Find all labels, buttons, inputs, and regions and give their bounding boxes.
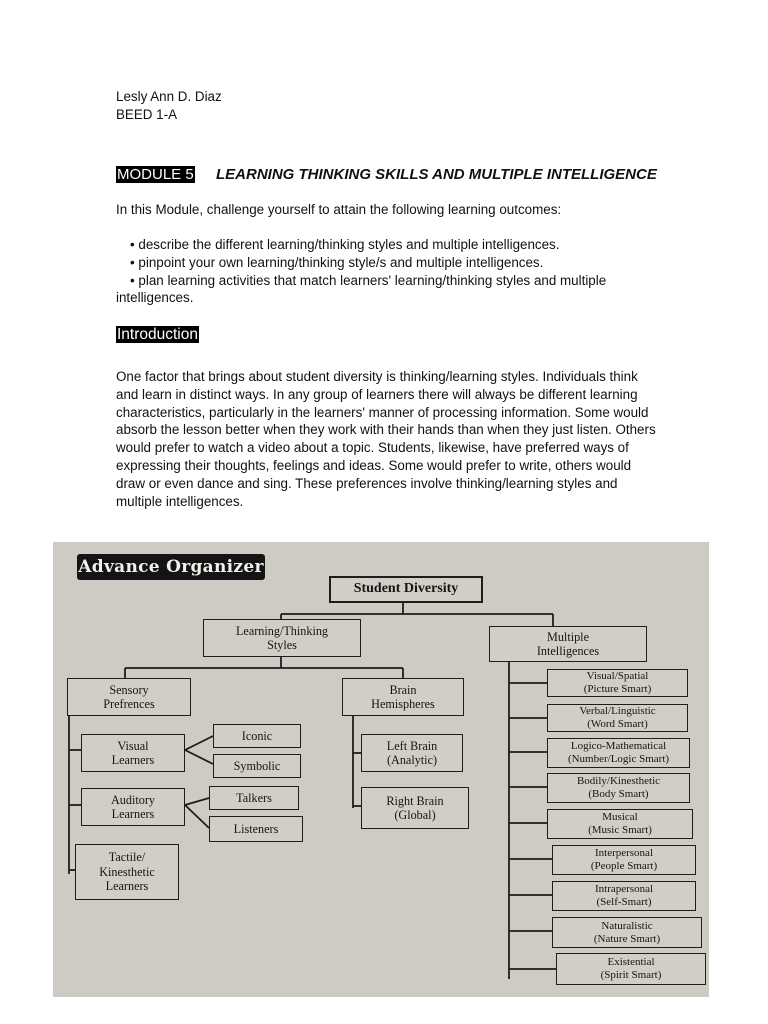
node-intelligence: Interpersonal (People Smart) <box>552 845 696 875</box>
outcome-item: • pinpoint your own learning/thinking style/s and multiple intelligences. <box>130 254 544 270</box>
node-talkers: Talkers <box>209 786 299 810</box>
node-learning-thinking-styles: Learning/Thinking Styles <box>203 619 361 657</box>
node-student-diversity: Student Diversity <box>329 576 483 603</box>
advance-organizer-banner: Advance Organizer <box>77 554 265 580</box>
course-label: BEED 1-A <box>116 107 178 122</box>
node-multiple-intelligences: Multiple Intelligences <box>489 626 647 662</box>
node-intelligence: Bodily/Kinesthetic (Body Smart) <box>547 773 690 803</box>
node-symbolic: Symbolic <box>213 754 301 778</box>
node-visual-learners: Visual Learners <box>81 734 185 772</box>
outcome-item: • plan learning activities that match learners' learning/thinking styles and multiple intelligences. <box>116 272 607 306</box>
node-intelligence: Naturalistic (Nature Smart) <box>552 917 702 948</box>
module-label-text: MODULE 5 <box>117 166 194 183</box>
outcomes-intro: In this Module, challenge yourself to attain the following learning outcomes: <box>116 202 562 217</box>
introduction-heading <box>116 326 199 344</box>
node-brain-hemispheres: Brain Hemispheres <box>342 678 464 716</box>
node-intelligence: Logico-Mathematical (Number/Logic Smart) <box>547 738 690 768</box>
outcome-item: • describe the different learning/thinking styles and multiple intelligences. <box>130 237 560 252</box>
node-right-brain: Right Brain (Global) <box>361 787 469 829</box>
node-intelligence: Visual/Spatial (Picture Smart) <box>547 669 688 697</box>
module-label <box>116 166 195 184</box>
introduction-heading-text: Introduction <box>117 326 198 343</box>
node-intelligence: Intrapersonal (Self-Smart) <box>552 881 696 911</box>
node-left-brain: Left Brain (Analytic) <box>361 734 463 772</box>
advance-organizer-image <box>53 542 709 997</box>
node-tactile-kinesthetic-learners: Tactile/ Kinesthetic Learners <box>75 844 179 900</box>
node-iconic: Iconic <box>213 724 301 748</box>
node-sensory-preferences: Sensory Prefrences <box>67 678 191 716</box>
node-intelligence: Verbal/Linguistic (Word Smart) <box>547 704 688 732</box>
outcomes-list <box>116 236 661 307</box>
module-title: LEARNING THINKING SKILLS AND MULTIPLE INTELLIGENCE <box>216 166 657 183</box>
node-listeners: Listeners <box>209 816 303 842</box>
node-intelligence: Musical (Music Smart) <box>547 809 693 839</box>
node-auditory-learners: Auditory Learners <box>81 788 185 826</box>
node-intelligence: Existential (Spirit Smart) <box>556 953 706 985</box>
introduction-paragraph: One factor that brings about student diversity is thinking/learning styles. Individuals think and learn in distinct ways. In any group of learners there will always be different learning characteristics, particularly in the learners' manner of processing information. Some would absorb the lesson better when they work with their hands than when they just listen. Others would prefer to watch a video about a topic. Students, likewise, have preferred ways of expressing their thoughts, feelings and ideas. Some would prefer to write, others would draw or even dance and sing. These preferences involve thinking/learning styles and multiple intelligences. <box>116 369 656 509</box>
student-name: Lesly Ann D. Diaz <box>116 89 222 104</box>
